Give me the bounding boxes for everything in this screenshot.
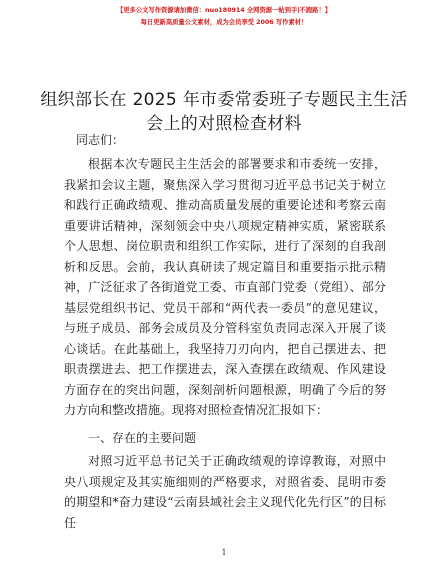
section-heading-problems: 一、存在的主要问题 [88,431,197,445]
promo-banner-line2: 每日更新高质量公文素材，成为会员享受 2006 写作素材！ [140,19,308,26]
promo-banner [0,5,448,29]
document-title: 组织部长在 2025 年市委常委班子专题民主生活会上的对照检查材料 [40,90,408,134]
salutation: 同志们： [76,133,125,147]
page-number: 1 [221,548,227,557]
paragraph-problems: 对照习近平总书记关于正确政绩观的谆谆教诲，对照中央八项规定及其实施细则的严格要求，对照省委、昆明市委的期望和*奋力建设“云南县域社会主义现代化先行区”的目标任 [64,454,386,530]
paragraph-intro: 根据本次专题民主生活会的部署要求和市委统一安排，我紧扣会议主题，聚焦深入学习贯彻习近平总书记关于树立和践行正确政绩观、推动高质量发展的重要论述和考察云南重要讲话精神，深刻领会中央八项规定精神实质，紧密联系个人思想、岗位职责和组织工作实际，进行了深刻的自我剖析和反思。会前，我认真研读了规定篇目和重要指示批示精神，广泛征求了各街道党工委、市直部门党委（党组）、部分基层党组织书记、党员干部和“两代表一委员”的意见建议，与班子成员、部务会成员及分管科室负责同志深入开展了谈心谈话。在此基础上，我坚持刀刃向内，把自己摆进去、把职责摆进去、把工作摆进去，深入查摆在政绩观、作风建设方面存在的突出问题，深刻剖析问题根源，明确了今后的努力方向和整改措施。现将对照检查情况汇报如下： [64,157,386,417]
promo-banner-line1: 【更多公文写作资源请加微信：nuo180914 全网资源一帖到手|不跑路！】 [116,7,332,14]
